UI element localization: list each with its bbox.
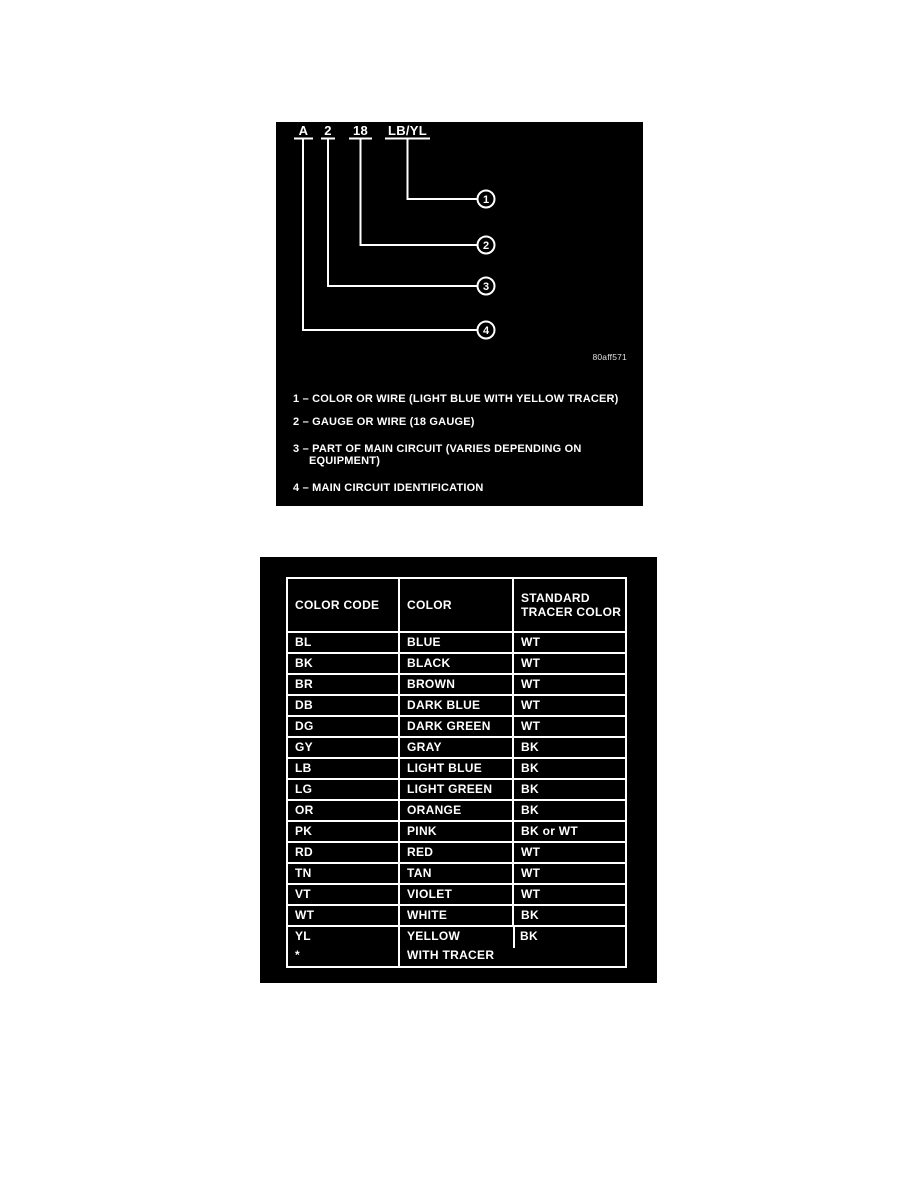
callout-number-4: 4	[482, 325, 490, 337]
cell-color: GRAY	[399, 737, 513, 758]
cell-line: YELLOW	[407, 929, 461, 943]
table-row	[287, 653, 626, 674]
header-color-code: COLOR CODE	[287, 578, 399, 632]
legend-text: 1 – COLOR OR WIRE (LIGHT BLUE WITH YELLOW TRACER)	[293, 393, 619, 405]
color-code-table	[286, 577, 627, 968]
cell-tracer: WT	[513, 884, 626, 905]
cell-tracer: WT	[513, 842, 626, 863]
cell-line: BK	[520, 929, 538, 943]
cell-color: DARK BLUE	[399, 695, 513, 716]
cell-color-code: LB	[287, 758, 399, 779]
table-row	[287, 674, 626, 695]
code-part-label-circuit-part: 2	[324, 123, 332, 138]
cell-color: RED	[399, 842, 513, 863]
cell-color: PINK	[399, 821, 513, 842]
table-row	[287, 905, 626, 926]
table-row	[287, 716, 626, 737]
legend-item-3	[293, 443, 633, 467]
cell-tracer: WT	[513, 653, 626, 674]
table-row	[287, 821, 626, 842]
table-row	[287, 632, 626, 653]
cell-tracer: BK	[513, 800, 626, 821]
cell-color-code: TN	[287, 863, 399, 884]
cell-tracer: BK	[513, 779, 626, 800]
code-part-label-gauge: 18	[352, 123, 369, 138]
cell-color: DARK GREEN	[399, 716, 513, 737]
cell-tracer: BK	[513, 905, 626, 926]
cell-color-code: VT	[287, 884, 399, 905]
cell-tracer	[513, 926, 626, 967]
cell-line: WITH TRACER	[407, 948, 495, 962]
cell-color-code: DG	[287, 716, 399, 737]
cell-color	[399, 926, 513, 967]
legend-text: 2 – GAUGE OR WIRE (18 GAUGE)	[293, 416, 475, 428]
legend-text: 4 – MAIN CIRCUIT IDENTIFICATION	[293, 482, 484, 494]
table-header-row	[287, 578, 626, 632]
legend-item-2	[293, 416, 633, 428]
cell-tracer: BK or WT	[513, 821, 626, 842]
cell-color: TAN	[399, 863, 513, 884]
wire-code-diagram-panel	[276, 122, 643, 506]
table-row	[287, 884, 626, 905]
cell-color-code: BK	[287, 653, 399, 674]
cell-color-code: GY	[287, 737, 399, 758]
callout-number-1: 1	[482, 194, 490, 206]
legend-text-line2: EQUIPMENT)	[309, 455, 381, 467]
table-row	[287, 695, 626, 716]
table-row	[287, 758, 626, 779]
legend-item-1	[293, 393, 633, 405]
leader-line-1	[408, 139, 478, 199]
header-color: COLOR	[399, 578, 513, 632]
table-row	[287, 863, 626, 884]
table-row	[287, 779, 626, 800]
figure-id: 80aff571	[592, 352, 627, 362]
cell-color-code: OR	[287, 800, 399, 821]
cell-tracer: WT	[513, 632, 626, 653]
cell-line: *	[295, 948, 300, 962]
cell-color: VIOLET	[399, 884, 513, 905]
cell-tracer: BK	[513, 737, 626, 758]
cell-tracer: WT	[513, 674, 626, 695]
cell-color: BROWN	[399, 674, 513, 695]
cell-color-code: BR	[287, 674, 399, 695]
cell-color: WHITE	[399, 905, 513, 926]
table-row	[287, 737, 626, 758]
cell-color: LIGHT GREEN	[399, 779, 513, 800]
leader-line-4	[303, 139, 478, 330]
cell-color-code: WT	[287, 905, 399, 926]
cell-color: BLUE	[399, 632, 513, 653]
cell-tracer: WT	[513, 695, 626, 716]
cell-color: ORANGE	[399, 800, 513, 821]
code-part-label-main-circuit: A	[298, 123, 309, 138]
legend-text: 3 – PART OF MAIN CIRCUIT (VARIES DEPENDING ON	[293, 443, 582, 455]
cell-color-code: DB	[287, 695, 399, 716]
leader-line-3	[328, 139, 478, 286]
cell-tracer: WT	[513, 863, 626, 884]
callout-number-3: 3	[482, 281, 490, 293]
header-standard-tracer-color: STANDARD TRACER COLOR	[513, 578, 626, 632]
cell-color-code: BL	[287, 632, 399, 653]
callout-number-2: 2	[482, 240, 490, 252]
cell-color-code: LG	[287, 779, 399, 800]
cell-line: YL	[295, 929, 311, 943]
table-row	[287, 842, 626, 863]
table-row	[287, 926, 626, 967]
cell-color-code	[287, 926, 399, 967]
table-row	[287, 800, 626, 821]
cell-color-code: RD	[287, 842, 399, 863]
color-code-table-panel	[260, 557, 657, 983]
cell-color: BLACK	[399, 653, 513, 674]
cell-tracer: BK	[513, 758, 626, 779]
leader-line-2	[361, 139, 478, 245]
legend-item-4	[293, 482, 633, 494]
code-part-label-color: LB/YL	[387, 123, 428, 138]
cell-color: LIGHT BLUE	[399, 758, 513, 779]
cell-color-code: PK	[287, 821, 399, 842]
cell-tracer: WT	[513, 716, 626, 737]
